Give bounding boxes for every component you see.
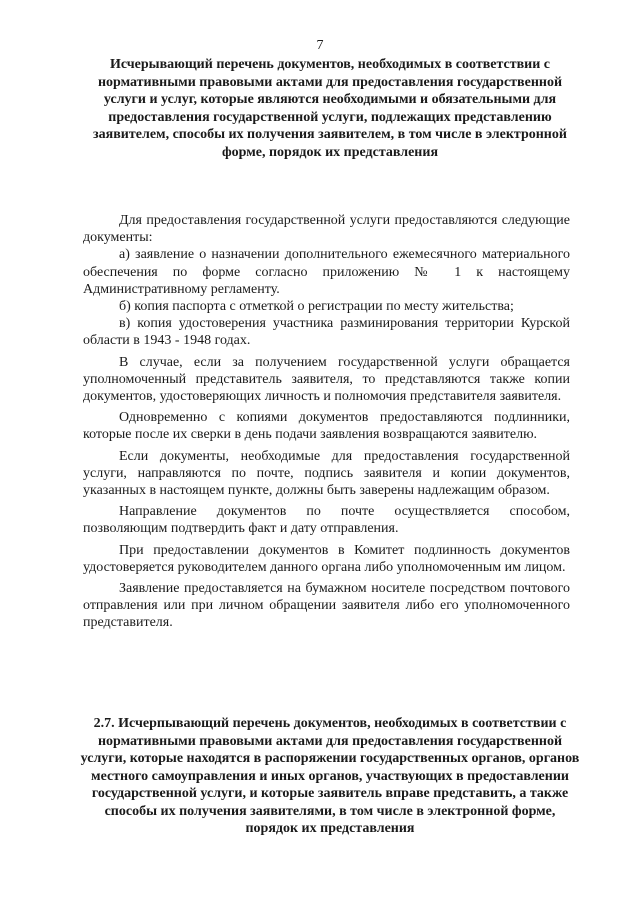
section-heading-2-7: 2.7. Исчерпывающий перечень документов, необходимых в соответствии с нормативными правовыми актами для предоставления государственной услуги, которые находятся в распоряжении государственных органов, органов местного самоуправления и иных органов, участвующих в предоставлении государственной услуги, и которые заявитель вправе представить, а также способы их получения заявителями, в том числе в электронной форме, порядок их представления: [80, 716, 580, 836]
paragraph: Направление документов по почте осуществляется способом, позволяющим подтвердить факт и дату отправления.: [83, 504, 570, 537]
paragraph: Одновременно с копиями документов предоставляются подлинники, которые после их сверки в день подачи заявления возвращаются заявителю.: [83, 410, 570, 443]
paragraph: В случае, если за получением государственной услуги обращается уполномоченный представитель заявителя, то представляются также копии документов, удостоверяющих личность и полномочия представителя заявителя.: [83, 354, 570, 405]
document-body: [83, 212, 570, 632]
list-item-a: а) заявление о назначении дополнительного ежемесячного материального обеспечения по форме согласно приложению № 1 к настоящему Административному регламенту.: [83, 247, 570, 297]
list-item-b: б) копия паспорта с отметкой о регистрации по месту жительства;: [119, 299, 514, 315]
paragraph: Для предоставления государственной услуги предоставляются следующие документы:: [83, 213, 570, 246]
page-number: 7: [316, 38, 324, 53]
paragraph: Заявление предоставляется на бумажном носителе посредством почтового отправления или при личном обращении заявителя либо его уполномоченного представителя.: [83, 581, 570, 631]
paragraph: При предоставлении документов в Комитет подлинность документов удостоверяется руководителем данного органа либо уполномоченным им лицом.: [83, 542, 570, 575]
list-item-c: в) копия удостоверения участника разминирования территории Курской области в 1943 - 1948 годах.: [83, 316, 570, 349]
paragraph: Если документы, необходимые для предоставления государственной услуги, направляются по почте, подпись заявителя и копии документов, указанных в настоящем пункте, должны быть заверены надлежащим образом.: [83, 448, 570, 499]
section-heading: Исчерывающий перечень документов, необходимых в соответствии с нормативными правовыми актами для предоставления государственной услуги и услуг, которые являются необходимыми и обязательными для предоставления государственной услуги, подлежащих представлению заявителем, способы их получения заявителем, в том числе в электронной форме, порядок их представления: [93, 57, 567, 160]
